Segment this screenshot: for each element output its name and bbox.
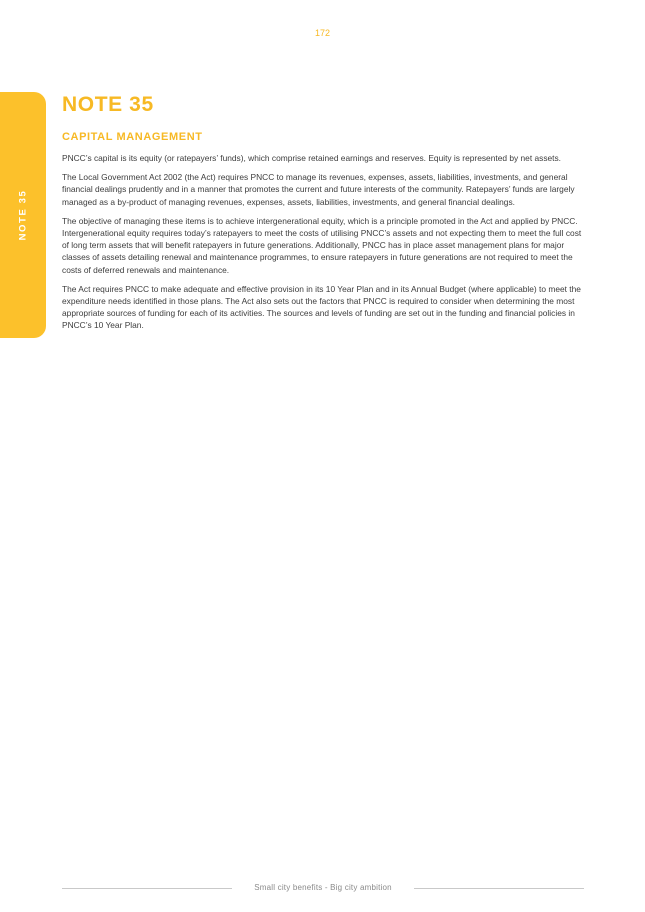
note-title: NOTE 35 [62, 93, 154, 116]
side-tab-label: NOTE 35 [17, 189, 29, 241]
paragraph-capital: PNCC’s capital is its equity (or ratepayers’ funds), which comprise retained earnings and reserves. Equity is represented by net assets. [62, 153, 562, 163]
footer-tagline: Small city benefits - Big city ambition [254, 883, 392, 892]
page-number: 172 [314, 28, 331, 38]
paragraph-local-government-act: The Local Government Act 2002 (the Act) requires PNCC to manage its revenues, expenses, assets, liabilities, investments, and general financial dealings prudently and in a manner that promotes the current and future interests of the community. Ratepayers’ funds are largely managed as a by-product of managing revenues, expenses, assets, liabilities, investments, and general financial dealings. [62, 172, 575, 207]
paragraph-intergenerational-equity: The objective of managing these items is to achieve intergenerational equity, which is a principle promoted in the Act and applied by PNCC. Intergenerational equity requires today’s ratepayers to meet the costs of utilising PNCC’s assets and not expecting them to meet the full cost of long term assets that will benefit ratepayers in future generations. Additionally, PNCC has in place asset management plans for major classes of assets detailing renewal and maintenance programmes, to ensure ratepayers in future generations are not required to meet the costs of deferred renewals and maintenance. [62, 215, 582, 275]
note-content [62, 92, 584, 339]
paragraph-funding-provision: The Act requires PNCC to make adequate and effective provision in its 10 Year Plan and in its Annual Budget (where applicable) to meet the expenditure needs identified in those plans. The Act also sets out the factors that PNCC is required to consider when determining the most appropriate sources of funding for each of its activities. The sources and levels of funding are set out in the funding and financial policies in PNCC’s 10 Year Plan. [62, 283, 581, 331]
footer-rule-right [414, 888, 584, 889]
footer-rule-left [62, 888, 232, 889]
section-heading: CAPITAL MANAGEMENT [62, 131, 203, 143]
